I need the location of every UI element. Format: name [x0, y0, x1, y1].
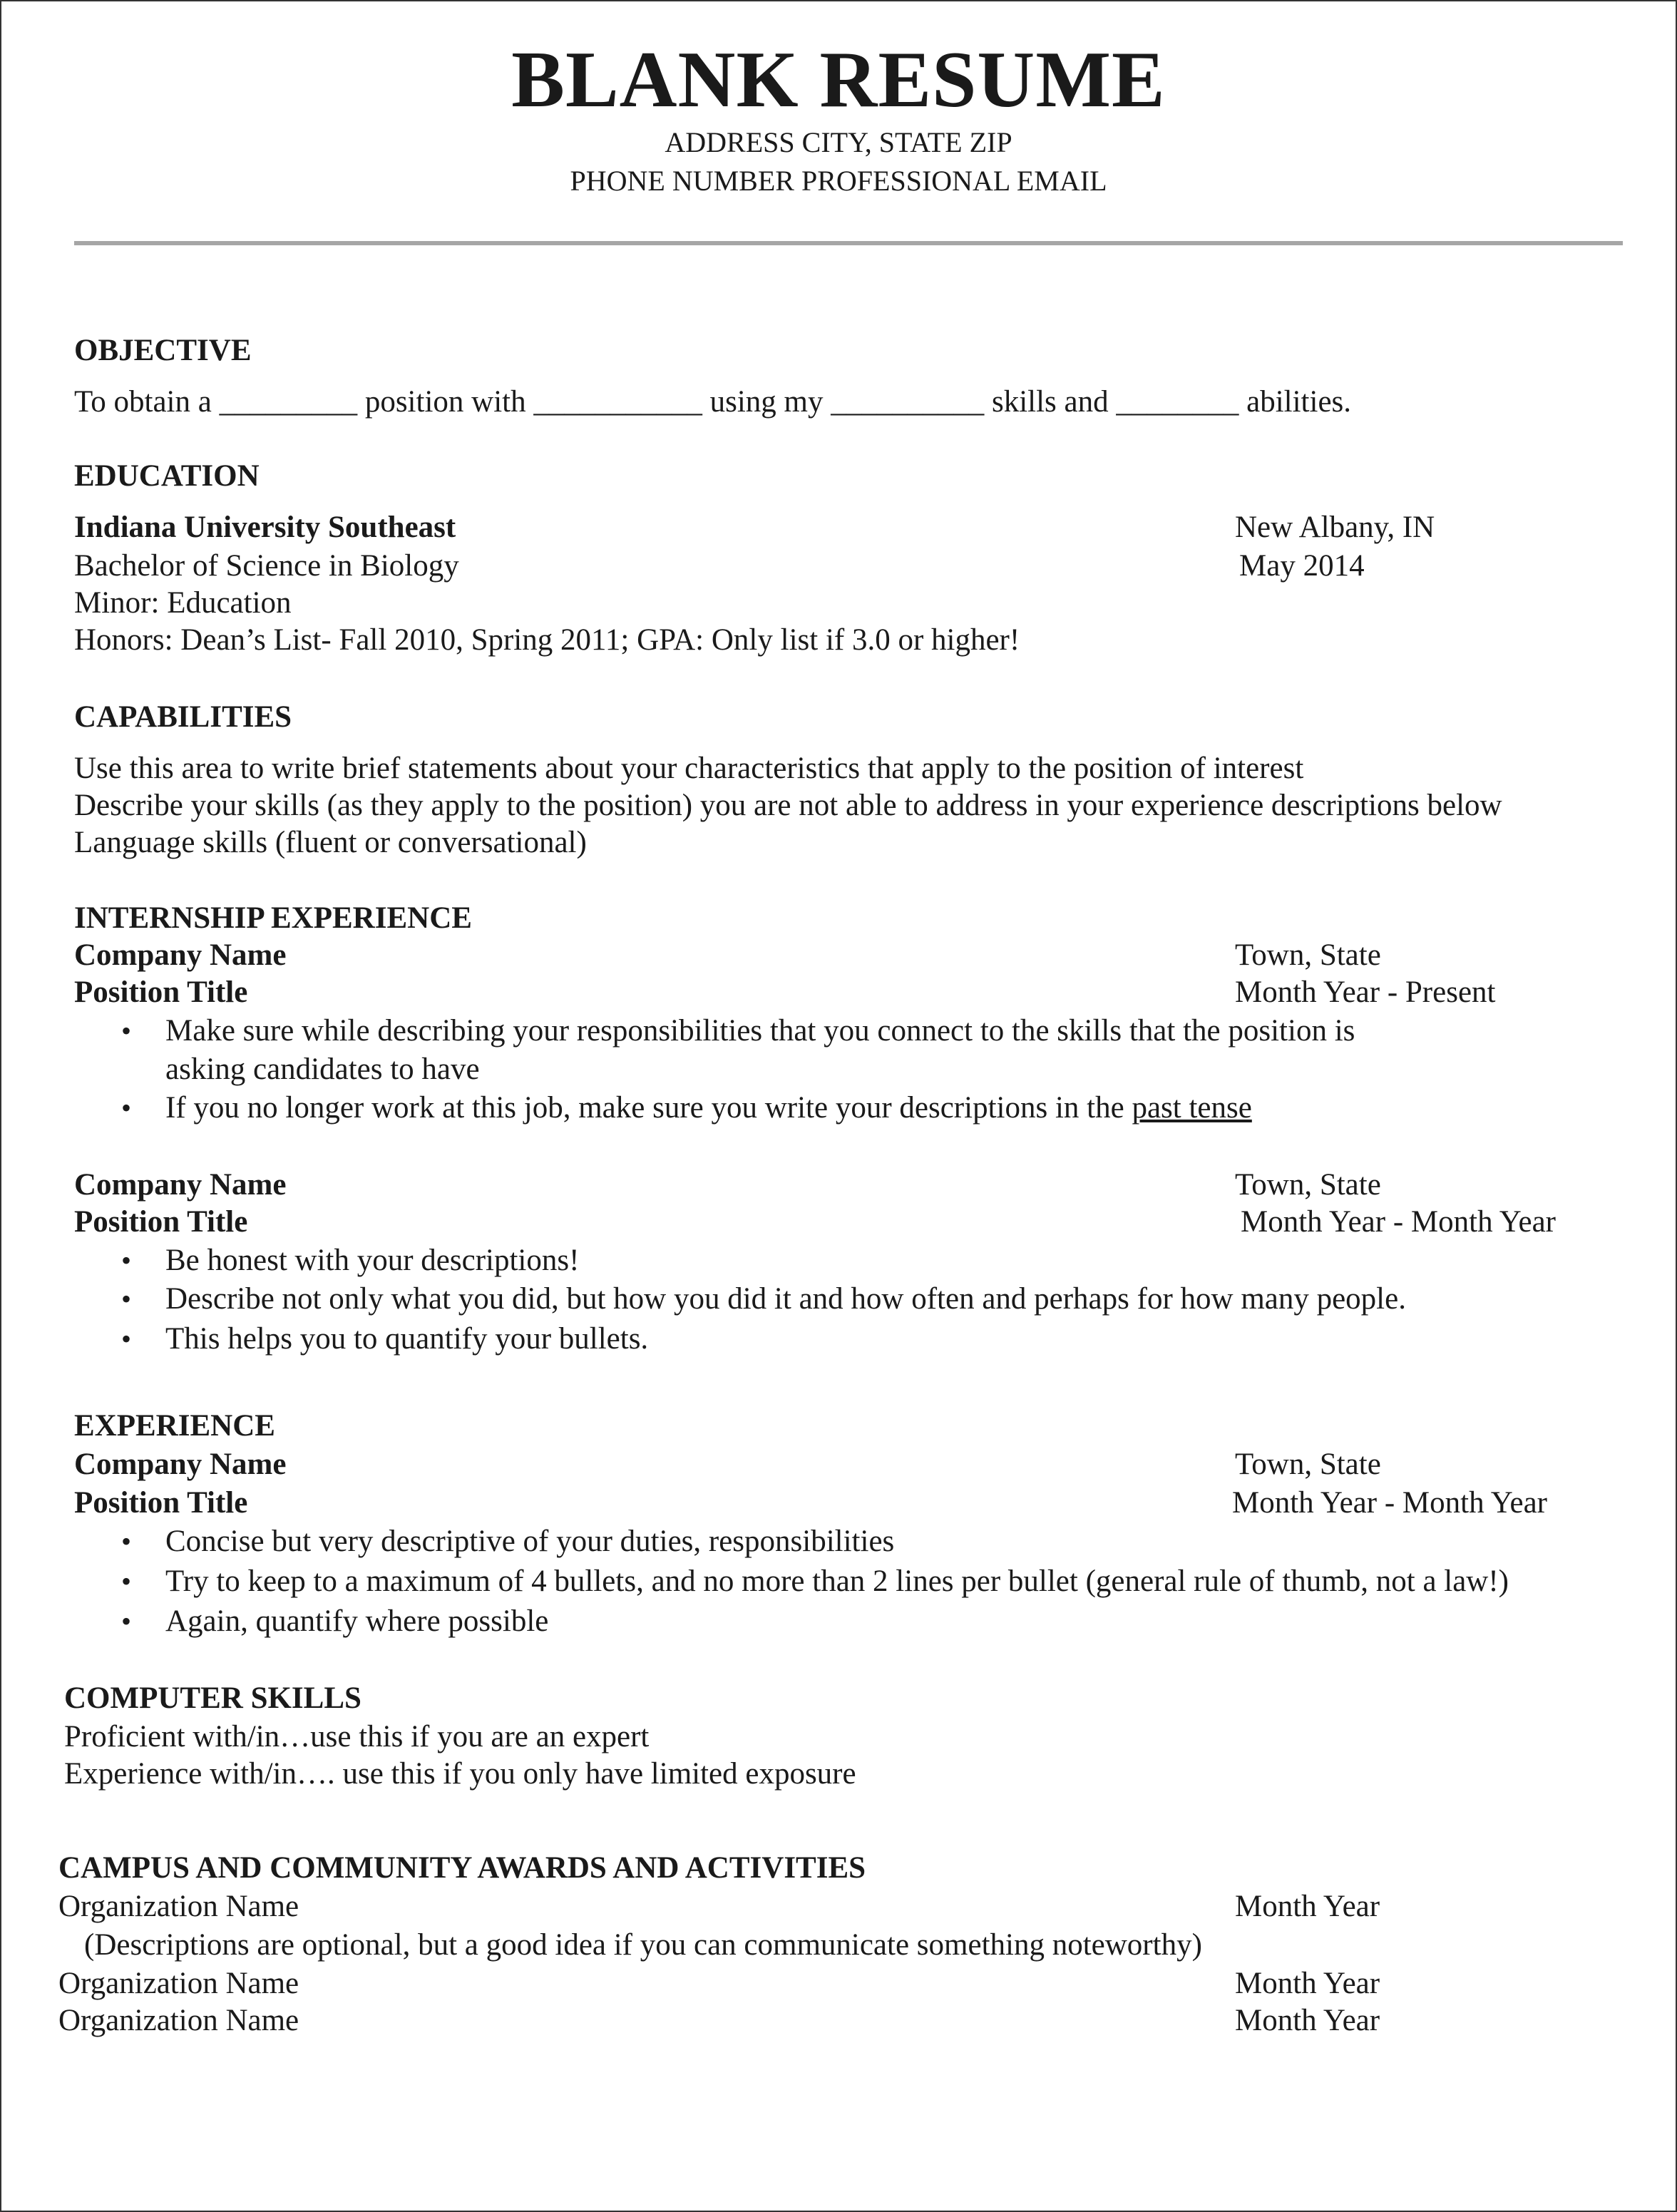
company-name: Company Name [74, 938, 287, 972]
job-dates: Month Year - Month Year [1241, 1205, 1556, 1239]
capability-line: Language skills (fluent or conversational) [74, 826, 587, 859]
bullet-text: Be honest with your descriptions! [165, 1244, 580, 1277]
bullet-marker: • [121, 1244, 132, 1276]
bullet-text: Concise but very descriptive of your duties, responsibilities [165, 1525, 895, 1558]
bullet-marker: • [121, 1605, 132, 1637]
computer-skills-heading: COMPUTER SKILLS [64, 1681, 361, 1715]
underlined-text: past tense [1132, 1091, 1252, 1125]
bullet-text-prefix: If you no longer work at this job, make sure you write your descriptions in the [165, 1091, 1132, 1125]
bullet-text: Try to keep to a maximum of 4 bullets, and no more than 2 lines per bullet (general rule of thumb, not a law!) [165, 1565, 1509, 1598]
bullet-marker: • [121, 1092, 132, 1124]
minor: Minor: Education [74, 586, 292, 620]
bullet-marker: • [121, 1323, 132, 1355]
computer-skill-line: Proficient with/in…use this if you are an expert [64, 1720, 650, 1753]
activity-date: Month Year [1235, 2004, 1380, 2037]
job-location: Town, State [1235, 1168, 1381, 1202]
internship-heading: INTERNSHIP EXPERIENCE [74, 901, 472, 935]
position-title: Position Title [74, 976, 248, 1009]
bullet-text: Again, quantify where possible [165, 1604, 549, 1638]
header-divider [74, 241, 1623, 245]
resume-name: BLANK RESUME [511, 36, 1166, 124]
job-location: Town, State [1235, 1448, 1381, 1481]
organization-name: Organization Name [58, 1890, 299, 1923]
bullet-text: Describe not only what you did, but how you did it and how often and perhaps for how many people. [165, 1282, 1406, 1316]
bullet-marker: • [121, 1525, 132, 1557]
position-title: Position Title [74, 1486, 248, 1520]
activity-date: Month Year [1235, 1967, 1380, 2000]
bullet-marker: • [121, 1565, 132, 1597]
job-location: Town, State [1235, 938, 1381, 972]
company-name: Company Name [74, 1448, 287, 1481]
position-title: Position Title [74, 1205, 248, 1239]
bullet-marker: • [121, 1015, 132, 1047]
capabilities-heading: CAPABILITIES [74, 700, 292, 734]
objective-text: To obtain a _________ position with ___________ using my __________ skills and ________ abilities. [74, 385, 1352, 419]
bullet-text [165, 1092, 1252, 1123]
organization-name: Organization Name [58, 2004, 299, 2037]
organization-name: Organization Name [58, 1967, 299, 2000]
degree: Bachelor of Science in Biology [74, 549, 459, 583]
bullet-text: This helps you to quantify your bullets. [165, 1322, 649, 1356]
address-line: ADDRESS CITY, STATE ZIP [665, 126, 1012, 158]
activity-date: Month Year [1235, 1890, 1380, 1923]
bullet-text: Make sure while describing your responsibilities that you connect to the skills that the position is [165, 1014, 1355, 1048]
activity-note: (Descriptions are optional, but a good idea if you can communicate something noteworthy) [84, 1928, 1202, 1962]
bullet-marker: • [121, 1283, 132, 1315]
activities-heading: CAMPUS AND COMMUNITY AWARDS AND ACTIVITIES [58, 1851, 866, 1885]
honors: Honors: Dean’s List- Fall 2010, Spring 2011; GPA: Only list if 3.0 or higher! [74, 623, 1020, 657]
job-dates: Month Year - Present [1235, 976, 1496, 1009]
education-heading: EDUCATION [74, 459, 260, 493]
graduation-date: May 2014 [1239, 549, 1365, 583]
experience-heading: EXPERIENCE [74, 1409, 275, 1443]
contact-line: PHONE NUMBER PROFESSIONAL EMAIL [570, 165, 1107, 197]
computer-skill-line: Experience with/in…. use this if you only have limited exposure [64, 1757, 856, 1791]
capability-line: Describe your skills (as they apply to the position) you are not able to address in your experience descriptions below [74, 789, 1502, 822]
company-name: Company Name [74, 1168, 287, 1202]
objective-heading: OBJECTIVE [74, 334, 252, 367]
school-location: New Albany, IN [1235, 511, 1435, 544]
school-name: Indiana University Southeast [74, 511, 456, 544]
bullet-text-continued: asking candidates to have [165, 1053, 480, 1086]
capability-line: Use this area to write brief statements about your characteristics that apply to the position of interest [74, 752, 1304, 785]
job-dates: Month Year - Month Year [1232, 1486, 1547, 1520]
